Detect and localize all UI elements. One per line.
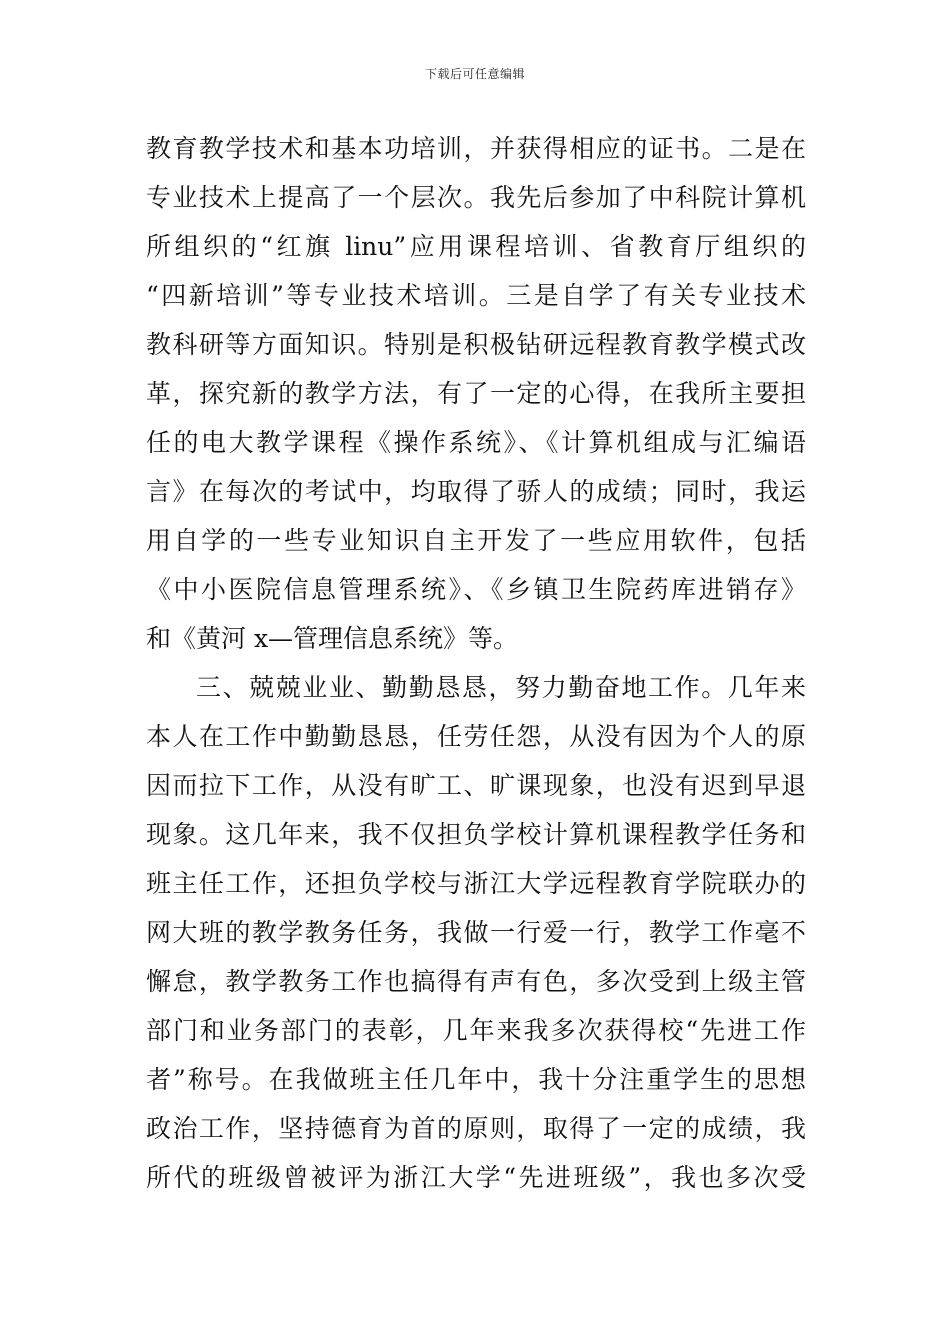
text-line: 教科研等方面知识。特别是积极钻研远程教育教学模式改 bbox=[146, 330, 806, 359]
text-line: “四新培训”等专业技术培训。三是自学了有关专业技术 bbox=[146, 281, 806, 310]
text-line: 革，探究新的教学方法，有了一定的心得，在我所主要担 bbox=[146, 379, 806, 408]
text-line: 政治工作，坚持德育为首的原则，取得了一定的成绩，我 bbox=[146, 1114, 806, 1143]
text-line: 所组织的“红旗 linu”应用课程培训、省教育厅组织的 bbox=[146, 232, 806, 261]
paragraph bbox=[146, 124, 806, 663]
text-line: 懈怠，教学教务工作也搞得有声有色，多次受到上级主管 bbox=[146, 967, 806, 996]
text-line: 班主任工作，还担负学校与浙江大学远程教育学院联办的 bbox=[146, 869, 806, 898]
text-line: 部门和业务部门的表彰，几年来我多次获得校“先进工作 bbox=[146, 1016, 806, 1045]
text-line: 者”称号。在我做班主任几年中，我十分注重学生的思想 bbox=[146, 1065, 806, 1094]
text-line: 教育教学技术和基本功培训，并获得相应的证书。二是在 bbox=[146, 134, 806, 163]
text-line: 现象。这几年来，我不仅担负学校计算机课程教学任务和 bbox=[146, 820, 806, 849]
text-line: 任的电大教学课程《操作系统》、《计算机组成与汇编语 bbox=[146, 428, 806, 457]
text-line: 因而拉下工作，从没有旷工、旷课现象，也没有迟到早退 bbox=[146, 771, 806, 800]
document-body bbox=[146, 124, 806, 1202]
page-header: 下载后可任意编辑 bbox=[424, 67, 525, 81]
text-line: 网大班的教学教务任务，我做一行爱一行，教学工作毫不 bbox=[146, 918, 806, 947]
text-line: 用自学的一些专业知识自主开发了一些应用软件，包括 bbox=[146, 526, 806, 555]
text-line: 和《黄河 x—管理信息系统》等。 bbox=[146, 624, 519, 653]
text-line: 本人在工作中勤勤恳恳，任劳任怨，从没有因为个人的原 bbox=[146, 722, 806, 751]
text-line: 三、兢兢业业、勤勤恳恳，努力勤奋地工作。几年来 bbox=[196, 673, 806, 702]
text-line: 专业技术上提高了一个层次。我先后参加了中科院计算机 bbox=[146, 183, 806, 212]
text-line: 《中小医院信息管理系统》、《乡镇卫生院药库进销存》 bbox=[146, 575, 806, 604]
text-line: 言》在每次的考试中，均取得了骄人的成绩；同时，我运 bbox=[146, 477, 806, 506]
text-line: 所代的班级曾被评为浙江大学“先进班级”，我也多次受 bbox=[146, 1163, 806, 1192]
paragraph bbox=[146, 663, 806, 1202]
